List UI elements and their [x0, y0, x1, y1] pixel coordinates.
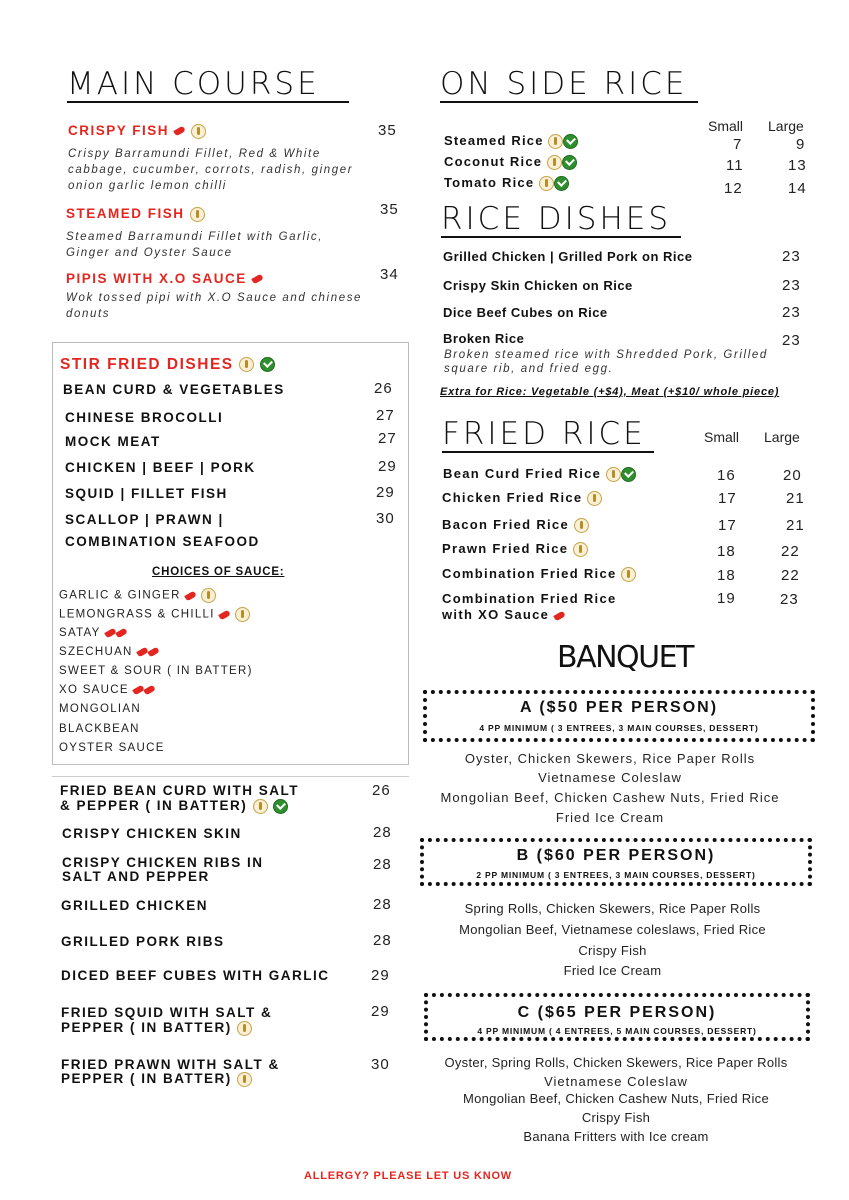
- sauce-option: [59, 646, 159, 658]
- wheat-icon: [190, 207, 205, 222]
- banquet-b-line: Spring Rolls, Chicken Skewers, Rice Paper Rolls: [464, 901, 761, 916]
- item-name2: & PEPPER ( IN BATTER): [60, 798, 248, 813]
- item-price: 28: [373, 824, 392, 841]
- price-large: 14: [788, 180, 807, 197]
- rice-dish-item: Dice Beef Cubes on Rice: [443, 305, 608, 320]
- banquet-c-heading: C ($65 PER PERSON): [517, 1004, 717, 1021]
- banquet-b-heading: B ($60 PER PERSON): [516, 847, 716, 864]
- size-small-label: Small: [704, 429, 740, 445]
- fried-rice-item: Combination Fried Rice: [442, 591, 617, 606]
- vegan-icon: [273, 799, 288, 814]
- banquet-a-line: Oyster, Chicken Skewers, Rice Paper Rolls: [464, 751, 756, 766]
- choices-of-sauce-title: CHOICES OF SAUCE:: [152, 566, 285, 578]
- sauce-option: OYSTER SAUCE: [59, 742, 165, 754]
- wheat-icon: [253, 799, 268, 814]
- item-price: 35: [380, 201, 399, 218]
- menu-item-line2: [61, 1020, 252, 1036]
- sauce-name: GARLIC & GINGER: [59, 589, 181, 602]
- item-price: 27: [378, 430, 397, 447]
- stir-item: BEAN CURD & VEGETABLES: [63, 382, 285, 397]
- item-name: Bean Curd Fried Rice: [443, 466, 602, 481]
- stir-item: CHINESE BROCOLLI: [65, 410, 224, 425]
- item-price: 30: [376, 510, 395, 527]
- banquet-title: BANQUET: [557, 640, 693, 675]
- item-name: Tomato Rice: [444, 175, 535, 190]
- fried-rice-item: [442, 517, 589, 533]
- item-price: 34: [380, 266, 399, 283]
- side-rice-item: [444, 175, 569, 191]
- chilli-icon: [251, 274, 264, 285]
- fried-rice-item: [443, 466, 636, 482]
- wheat-icon: [201, 588, 216, 603]
- fried-rice-item: [442, 490, 602, 506]
- banquet-c-line: Vietnamese Coleslaw: [544, 1074, 688, 1089]
- item-description: Crispy Barramundi Fillet, Red & White cabbage, cucumber, corrots, radish, ginger onion garlic lemon chilli: [68, 148, 354, 192]
- banquet-a-heading: A ($50 PER PERSON): [519, 699, 719, 716]
- stir-fried-title: [60, 356, 275, 374]
- allergy-notice: ALLERGY? PLEASE LET US KNOW: [304, 1170, 512, 1182]
- price-small: 19: [717, 590, 736, 607]
- divider: [52, 776, 409, 777]
- sauce-option: BLACKBEAN: [59, 723, 140, 735]
- rice-dish-item: Broken Rice: [443, 331, 525, 346]
- sauce-option: [59, 607, 250, 622]
- price-large: 13: [788, 157, 807, 174]
- side-rice-title: ON SIDE RICE: [440, 68, 698, 103]
- price-small: 17: [718, 517, 737, 534]
- sauce-name: SZECHUAN: [59, 646, 133, 658]
- item-price: 23: [782, 304, 801, 321]
- vegan-icon: [260, 357, 275, 372]
- price-large: 21: [786, 490, 805, 507]
- side-rice-item: [444, 133, 578, 149]
- stir-fried-box: [52, 342, 409, 765]
- price-small: 16: [717, 467, 736, 484]
- chilli-icon: [174, 126, 187, 137]
- item-price: 27: [376, 407, 395, 424]
- wheat-icon: [621, 567, 636, 582]
- banquet-c-line: Crispy Fish: [581, 1110, 651, 1125]
- side-rice-item: [444, 154, 577, 170]
- price-large: 9: [796, 136, 806, 153]
- size-small-label: Small: [708, 118, 744, 134]
- banquet-a-sub: 4 PP MINIMUM ( 3 ENTREES, 3 MAIN COURSES, DESSERT): [479, 723, 759, 733]
- wheat-icon: [237, 1021, 252, 1036]
- wheat-icon: [606, 467, 621, 482]
- item-name: Steamed Rice: [444, 133, 544, 148]
- banquet-b-line: Mongolian Beef, Vietnamese coleslaws, Fried Rice: [459, 922, 766, 937]
- item-price: 23: [782, 277, 801, 294]
- wheat-icon: [587, 491, 602, 506]
- sauce-name: LEMONGRASS & CHILLI: [59, 608, 215, 621]
- banquet-c-line: Banana Fritters with Ice cream: [523, 1129, 709, 1144]
- banquet-b-sub: 2 PP MINIMUM ( 3 ENTREES, 3 MAIN COURSES, DESSERT): [476, 870, 756, 880]
- price-small: 18: [717, 543, 736, 560]
- stir-item: CHICKEN | BEEF | PORK: [65, 460, 256, 475]
- price-small: 12: [724, 180, 743, 197]
- item-description: Wok tossed pipi with X.O Sauce and chinese donuts: [66, 292, 363, 320]
- item-description: Broken steamed rice with Shredded Pork, Grilled square rib, and fried egg.: [444, 349, 768, 375]
- price-small: 7: [733, 136, 743, 153]
- chilli-icon: [115, 628, 128, 639]
- item-name: STEAMED FISH: [66, 206, 185, 221]
- item-name: Prawn Fried Rice: [442, 541, 569, 556]
- chilli-icon: [553, 610, 566, 621]
- item-description: Steamed Barramundi Fillet with Garlic, Ginger and Oyster Sauce: [66, 231, 324, 259]
- menu-item: GRILLED CHICKEN: [61, 898, 208, 913]
- item-name: Combination Fried Rice: [442, 566, 617, 581]
- menu-item-steamed-fish: [66, 206, 205, 222]
- vegan-icon: [621, 467, 636, 482]
- fried-rice-title: FRIED RICE: [442, 418, 654, 453]
- stir-item-line2: COMBINATION SEAFOOD: [65, 534, 260, 549]
- fried-rice-item: [442, 566, 636, 582]
- item-name2: PEPPER ( IN BATTER): [61, 1020, 232, 1035]
- vegan-icon: [554, 176, 569, 191]
- stir-item: SQUID | FILLET FISH: [65, 486, 228, 501]
- sauce-option: [59, 588, 216, 603]
- item-price: 23: [782, 332, 801, 349]
- size-large-label: Large: [768, 118, 804, 134]
- wheat-icon: [539, 176, 554, 191]
- vegan-icon: [563, 134, 578, 149]
- vegan-icon: [562, 155, 577, 170]
- banquet-a-line: Mongolian Beef, Chicken Cashew Nuts, Fried Rice: [440, 790, 780, 805]
- rice-dishes-title: RICE DISHES: [441, 203, 681, 238]
- price-large: 21: [786, 517, 805, 534]
- item-name: Chicken Fried Rice: [442, 490, 583, 505]
- banquet-b-line: Crispy Fish: [578, 943, 647, 958]
- item-price: 23: [782, 248, 801, 265]
- wheat-icon: [235, 607, 250, 622]
- menu-item-line2: SALT AND PEPPER: [62, 869, 210, 884]
- banquet-a-line: Vietnamese Coleslaw: [538, 770, 682, 785]
- banquet-c-sub: 4 PP MINIMUM ( 4 ENTREES, 5 MAIN COURSES, DESSERT): [477, 1026, 757, 1036]
- wheat-icon: [191, 124, 206, 139]
- menu-item: CRISPY CHICKEN SKIN: [62, 826, 242, 841]
- fried-rice-item-line2: [442, 607, 565, 622]
- main-course-title: MAIN COURSE: [67, 68, 349, 103]
- stir-item: MOCK MEAT: [65, 434, 161, 449]
- wheat-icon: [574, 518, 589, 533]
- item-price: 29: [378, 458, 397, 475]
- price-large: 23: [780, 591, 799, 608]
- sauce-option: MONGOLIAN: [59, 703, 141, 715]
- sauce-name: XO SAUCE: [59, 684, 129, 696]
- rice-dish-item: Crispy Skin Chicken on Rice: [443, 278, 633, 293]
- item-price: 28: [373, 896, 392, 913]
- menu-item-line2: [61, 1071, 252, 1087]
- item-price: 29: [376, 484, 395, 501]
- item-name: CRISPY FISH: [68, 123, 170, 138]
- chilli-icon: [147, 647, 160, 658]
- banquet-b-line: Fried Ice Cream: [563, 963, 662, 978]
- banquet-a-line: Fried Ice Cream: [555, 810, 665, 825]
- price-small: 11: [726, 157, 744, 174]
- extra-rice-note: Extra for Rice: Vegetable (+$4), Meat (+$10/ whole piece): [440, 386, 780, 398]
- chilli-icon: [144, 685, 157, 696]
- price-large: 22: [781, 543, 800, 560]
- item-name2: with XO Sauce: [442, 607, 550, 622]
- menu-item: FRIED SQUID WITH SALT &: [61, 1005, 273, 1020]
- menu-item: CRISPY CHICKEN RIBS IN: [62, 855, 264, 870]
- fried-rice-item: [442, 541, 588, 557]
- wheat-icon: [547, 155, 562, 170]
- section-title: STIR FRIED DISHES: [60, 356, 234, 373]
- wheat-icon: [548, 134, 563, 149]
- sauce-option: [59, 627, 127, 639]
- sauce-option: [59, 684, 155, 696]
- menu-item-line2: [60, 798, 288, 814]
- item-price: 29: [371, 1003, 390, 1020]
- price-small: 18: [717, 567, 736, 584]
- price-large: 20: [783, 467, 802, 484]
- menu-item: GRILLED PORK RIBS: [61, 934, 225, 949]
- banquet-c-line: Oyster, Spring Rolls, Chicken Skewers, Rice Paper Rolls: [444, 1055, 788, 1070]
- item-name2: PEPPER ( IN BATTER): [61, 1071, 232, 1086]
- item-name: PIPIS WITH X.O SAUCE: [66, 271, 247, 286]
- stir-item: SCALLOP | PRAWN |: [65, 512, 224, 527]
- sauce-name: SATAY: [59, 627, 101, 639]
- wheat-icon: [237, 1072, 252, 1087]
- banquet-c-line: Mongolian Beef, Chicken Cashew Nuts, Fried Rice: [462, 1091, 769, 1106]
- menu-item: FRIED PRAWN WITH SALT &: [61, 1057, 280, 1072]
- price-small: 17: [718, 490, 737, 507]
- rice-dish-item: Grilled Chicken | Grilled Pork on Rice: [443, 249, 693, 264]
- sauce-option: SWEET & SOUR ( IN BATTER): [59, 665, 253, 677]
- item-price: 26: [374, 380, 393, 397]
- item-price: 26: [372, 782, 391, 799]
- item-name: Bacon Fried Rice: [442, 517, 569, 532]
- chilli-icon: [184, 590, 197, 601]
- menu-item: DICED BEEF CUBES WITH GARLIC: [61, 968, 330, 983]
- item-price: 30: [371, 1056, 390, 1073]
- item-price: 29: [371, 967, 390, 984]
- menu-item: FRIED BEAN CURD WITH SALT: [60, 783, 299, 798]
- menu-item-crispy-fish: [68, 123, 206, 139]
- item-name: Coconut Rice: [444, 154, 543, 169]
- wheat-icon: [239, 357, 254, 372]
- menu-item-pipis: [66, 271, 263, 286]
- wheat-icon: [573, 542, 588, 557]
- chilli-icon: [218, 609, 231, 620]
- item-price: 35: [378, 122, 397, 139]
- price-large: 22: [781, 567, 800, 584]
- size-large-label: Large: [764, 429, 800, 445]
- item-price: 28: [373, 932, 392, 949]
- item-price: 28: [373, 856, 392, 873]
